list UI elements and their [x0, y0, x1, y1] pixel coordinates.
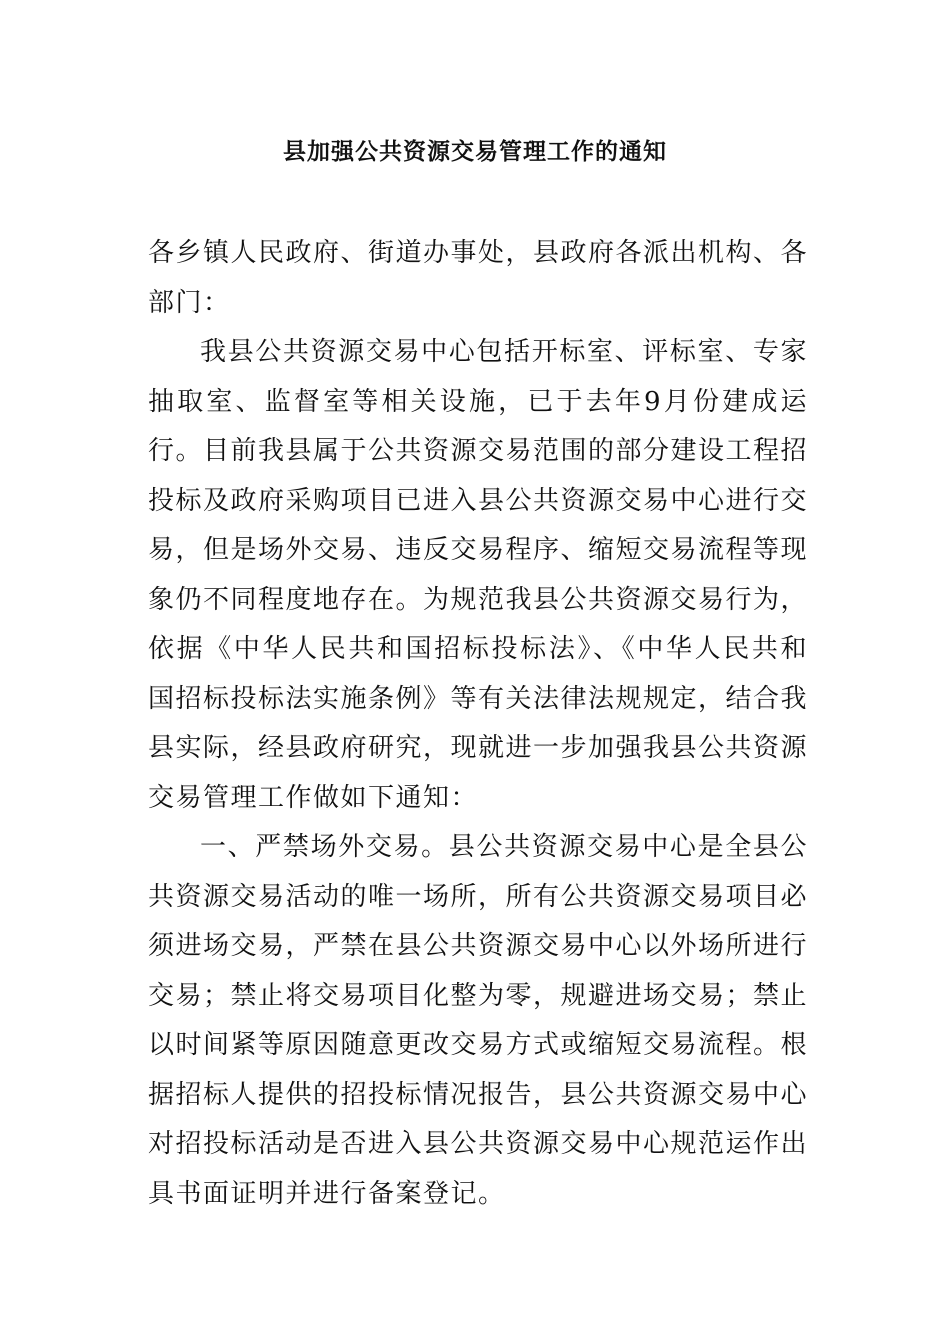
salutation: 各乡镇人民政府、街道办事处，县政府各派出机构、各部门：: [148, 238, 809, 318]
paragraph-intro: 我县公共资源交易中心包括开标室、评标室、专家抽取室、监督室等相关设施，已于去年9月份建成运行。目前我县属于公共资源交易范围的部分建设工程招投标及政府采购项目已进入县公共资源交易中心进行交易，但是场外交易、违反交易程序、缩短交易流程等现象仍不同程度地存在。为规范我县公共资源交易行为，依据《中华人民共和国招标投标法》、《中华人民共和国招标投标法实施条例》等有关法律法规规定，结合我县实际，经县政府研究，现就进一步加强我县公共资源交易管理工作做如下通知：: [148, 337, 809, 813]
paragraph-section-1: 一、严禁场外交易。县公共资源交易中心是全县公共资源交易活动的唯一场所，所有公共资源交易项目必须进场交易，严禁在县公共资源交易中心以外场所进行交易；禁止将交易项目化整为零，规避进场交易；禁止以时间紧等原因随意更改交易方式或缩短交易流程。根据招标人提供的招投标情况报告，县公共资源交易中心对招投标活动是否进入县公共资源交易中心规范运作出具书面证明并进行备案登记。: [148, 832, 809, 1209]
document-body: [148, 229, 808, 1219]
document-title: 县加强公共资源交易管理工作的通知: [283, 138, 667, 165]
